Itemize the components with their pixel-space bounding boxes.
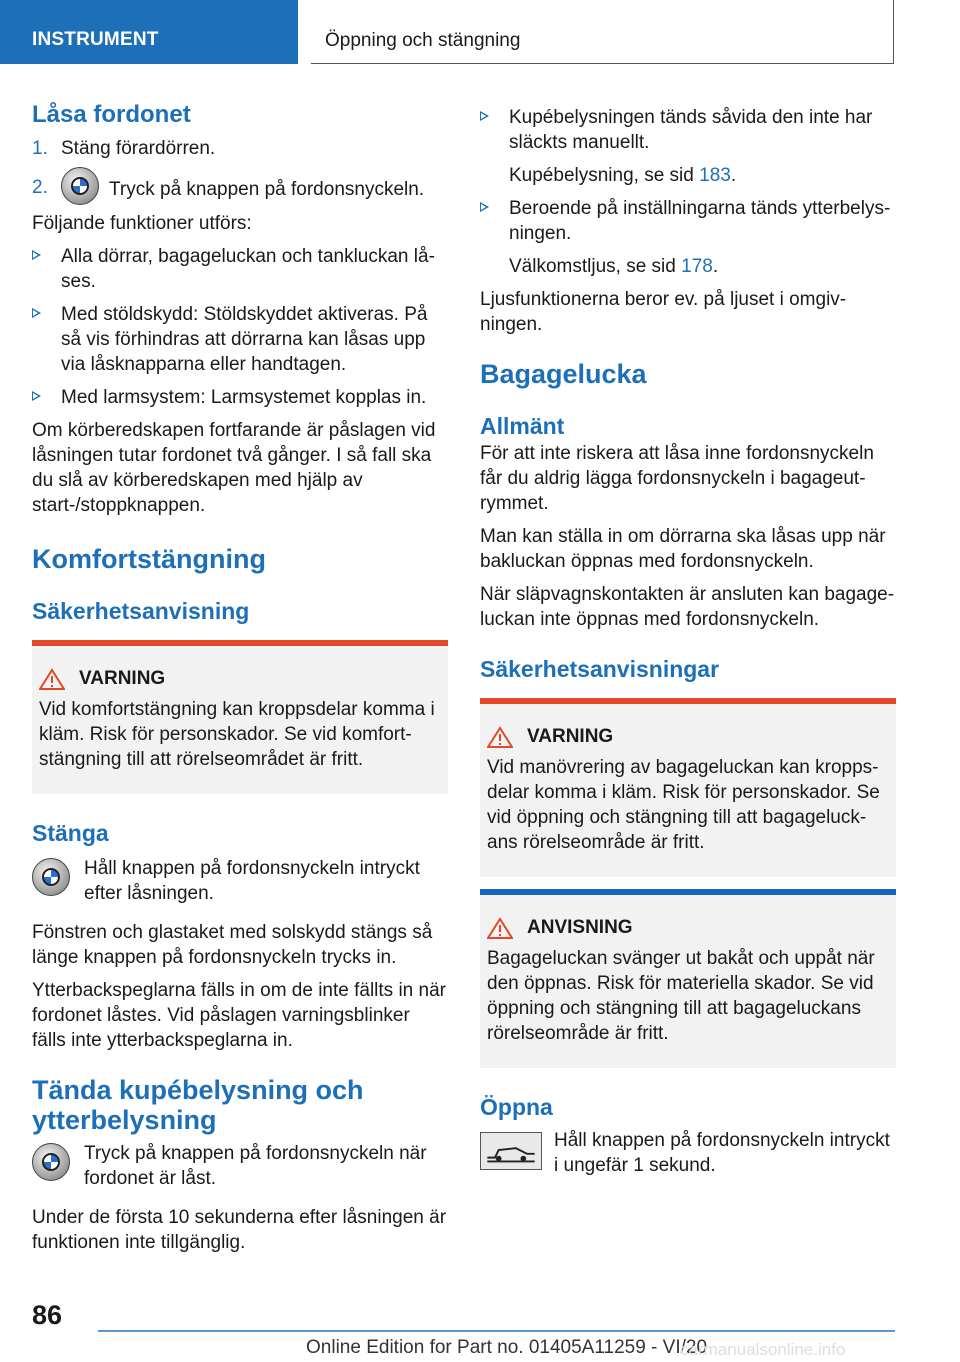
heading-tanda-belysning: Tända kupébelysning och ytterbelysning — [32, 1075, 364, 1135]
bullet-item — [480, 105, 896, 155]
warning-box-title — [487, 724, 888, 749]
reference-text: Välkomstljus, se sid — [509, 256, 676, 277]
bullet-item — [32, 244, 448, 294]
heading-bagagelucka: Bagagelucka — [480, 359, 647, 389]
bullet-item — [480, 196, 896, 246]
key-lock-button-icon — [61, 167, 99, 205]
stanga-key-text: Håll knappen på fordonsnyckeln intryckt efter låsningen. — [84, 858, 420, 904]
bullet-text: Med stöldskydd: Stöldskyddet aktiveras. På så vis förhindras att dörrarna kan låsas upp via låsknapparna eller handtagen. — [61, 304, 428, 375]
warning-text: Vid komfortstängning kan kroppsdelar komma i kläm. Risk för personskador. Se vid komfort-stängning till att rörelseområdet är fritt. — [39, 699, 435, 770]
triangle-bullet-icon — [32, 308, 41, 318]
bullet-text: Alla dörrar, bagageluckan och tankluckan lå-ses. — [61, 246, 435, 292]
heading-stanga: Stänga — [32, 820, 109, 846]
bullet-item — [32, 302, 448, 377]
triangle-bullet-icon — [480, 111, 489, 121]
stanga-key-instruction — [32, 856, 448, 906]
notice-box — [480, 889, 896, 1068]
paragraph-under: Under de första 10 sekunderna efter låsningen är funktionen inte tillgänglig. — [32, 1207, 447, 1253]
warning-triangle-icon — [487, 726, 513, 748]
step-2 — [32, 175, 448, 205]
page-link[interactable]: 183 — [699, 165, 731, 186]
oppna-key-instruction — [480, 1128, 896, 1178]
warning-label: VARNING — [527, 726, 614, 747]
key-lock-button-icon — [32, 858, 70, 896]
heading-allmant: Allmänt — [480, 413, 565, 439]
warning-box-title — [39, 666, 440, 691]
heading-komfortstangning: Komfortstängning — [32, 544, 266, 574]
triangle-bullet-icon — [480, 202, 489, 212]
trunk-open-button-icon — [480, 1132, 542, 1170]
step-2-text: Tryck på knappen på fordonsnyckeln. — [109, 179, 425, 201]
paragraph-allmant-2: Man kan ställa in om dörrarna ska låsas upp när bakluckan öppnas med fordonsnyckeln. — [480, 526, 886, 572]
triangle-bullet-icon — [32, 250, 41, 260]
paragraph-fonster: Fönstren och glastaket med solskydd stängs så länge knappen på fordonsnyckeln trycks in. — [32, 922, 433, 968]
heading-oppna: Öppna — [480, 1094, 553, 1120]
footer-divider — [98, 1330, 895, 1332]
paragraph-korberedskap: Om körberedskapen fortfarande är påslagen vid låsningen tutar fordonet två gånger. I så fall ska du slå av körberedskapen med hjälp av start-/stoppknappen. — [32, 420, 436, 516]
key-lock-button-icon — [32, 1143, 70, 1181]
footer-edition: Online Edition for Part no. 01405A11259 - VI/20 — [306, 1337, 708, 1358]
cross-reference: Kupébelysning, se sid 183. — [509, 165, 737, 186]
notice-text: Bagageluckan svänger ut bakåt och uppåt när den öppnas. Risk för materiella skador. Se vid öppning och stängning till att bagageluckans rörelseområde är fritt. — [487, 948, 875, 1044]
car-trunk-icon — [481, 1133, 541, 1169]
paragraph-ytterback: Ytterbackspeglarna fälls in om de inte fällts in när fordonet låstes. Vid påslagen varningsblinker fälls inte ytterbackspeglarna in. — [32, 980, 446, 1051]
warning-box — [480, 698, 896, 877]
bullet-text: Kupébelysningen tänds såvida den inte har släckts manuellt. — [509, 107, 873, 153]
tanda-key-text: Tryck på knappen på fordonsnyckeln när fordonet är låst. — [84, 1143, 427, 1189]
warning-label: VARNING — [79, 668, 166, 689]
header-chapter-label: Öppning och stängning — [325, 30, 521, 51]
paragraph-ljus: Ljusfunktionerna beror ev. på ljuset i omgiv-ningen. — [480, 289, 847, 335]
tanda-key-instruction — [32, 1141, 448, 1191]
triangle-bullet-icon — [32, 391, 41, 401]
heading-lasa-fordonet: Låsa fordonet — [32, 101, 191, 128]
right-column — [480, 105, 896, 1178]
header-section-label: INSTRUMENT — [32, 29, 159, 50]
notice-label: ANVISNING — [527, 917, 633, 938]
step-1-number: 1. — [32, 138, 48, 159]
paragraph-allmant-3: När släpvagnskontakten är ansluten kan bagage-luckan inte öppnas med fordonsnyckeln. — [480, 584, 895, 630]
left-column — [32, 100, 448, 1263]
paragraph-allmant-1: För att inte riskera att låsa inne fordonsnyckeln får du aldrig lägga fordonsnyckeln i bagageut-rymmet. — [480, 443, 874, 514]
heading-sakerhetsanvisningar: Säkerhetsanvisningar — [480, 656, 720, 682]
functions-intro: Följande funktioner utförs: — [32, 213, 252, 234]
warning-triangle-icon — [39, 668, 65, 690]
reference-text: Kupébelysning, se sid — [509, 165, 694, 186]
notice-box-title — [487, 915, 888, 940]
warning-box — [32, 640, 448, 794]
warning-text: Vid manövrering av bagageluckan kan kropps-delar komma i kläm. Risk för personskador. Se vid öppning och stängning till att bagageluck-ans rörelseområde är fritt. — [487, 757, 880, 853]
bullet-text: Med larmsystem: Larmsystemet kopplas in. — [61, 387, 427, 408]
warning-triangle-icon — [487, 917, 513, 939]
step-2-number: 2. — [32, 177, 48, 198]
cross-reference: Välkomstljus, se sid 178. — [509, 256, 719, 277]
page-number: 86 — [32, 1300, 63, 1330]
header-chapter-tab — [311, 0, 894, 64]
bullet-text: Beroende på inställningarna tänds ytterbelys-ningen. — [509, 198, 891, 244]
step-1 — [32, 136, 448, 161]
bullet-item — [32, 385, 448, 410]
step-1-text: Stäng förardörren. — [61, 138, 216, 159]
page-link[interactable]: 178 — [681, 256, 713, 277]
watermark: carmanualsonline.info — [680, 1340, 846, 1359]
header-section-tab — [0, 0, 298, 64]
heading-sakerhetsanvisning: Säkerhetsanvisning — [32, 598, 250, 624]
oppna-text: Håll knappen på fordonsnyckeln intryckt i ungefär 1 sekund. — [554, 1130, 890, 1176]
